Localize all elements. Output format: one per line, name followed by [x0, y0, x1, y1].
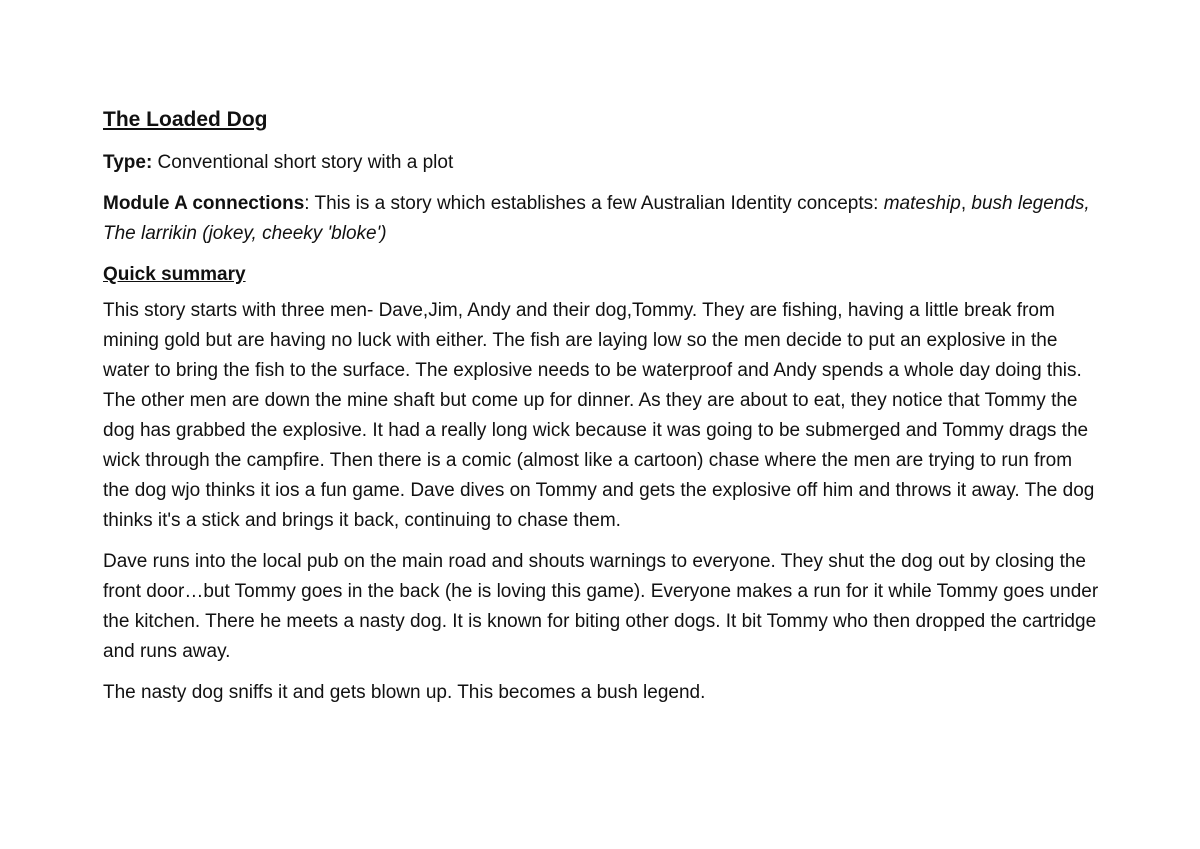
type-line [103, 148, 1103, 178]
module-text: This is a story which establishes a few Australian Identity concepts: [309, 193, 884, 214]
type-separator: : [145, 152, 153, 173]
module-concept-larrikin: The larrikin (jokey, cheeky 'bloke') [103, 223, 387, 244]
summary-paragraph-1: This story starts with three men- Dave,Jim, Andy and their dog,Tommy. They are fishing, having a little break from mining gold but are having no luck with either. The fish are laying low so the men decide to put an explosive in the water to bring the fish to the surface. The explosive needs to be waterproof and Andy spends a whole day doing this. The other men are down the mine shaft but come up for dinner. As they are about to eat, they notice that Tommy the dog has grabbed the explosive. It had a really long wick because it was going to be submerged and Tommy drags the wick through the campfire. Then there is a comic (almost like a cartoon) chase where the men are trying to run from the dog wjo thinks it ios a fun game. Dave dives on Tommy and gets the explosive off him and throws it away. The dog thinks it's a stick and brings it back, continuing to chase them. [103, 300, 1095, 531]
type-value: Conventional short story with a plot [152, 152, 454, 173]
module-comma-1: , [960, 193, 972, 214]
module-label: Module A connections [103, 193, 305, 214]
summary-paragraph-2: Dave runs into the local pub on the main road and shouts warnings to everyone. They shut the dog out by closing the front door…but Tommy goes in the back (he is loving this game). Everyone makes a run for it while Tommy goes under the kitchen. There he meets a nasty dog. It is known for biting other dogs. It bit Tommy who then dropped the cartridge and runs away. [103, 551, 1099, 662]
module-separator: : [304, 193, 310, 214]
document-title: The Loaded Dog [103, 108, 268, 131]
module-concept-bush-legends: bush legends [971, 193, 1085, 214]
document-page [103, 104, 1103, 719]
quick-summary-heading: Quick summary [103, 264, 246, 285]
module-connections-line [103, 189, 1103, 249]
module-concept-mateship: mateship [883, 193, 961, 214]
summary-paragraph-3: The nasty dog sniffs it and gets blown up. This becomes a bush legend. [103, 682, 706, 703]
type-label: Type [103, 152, 146, 173]
module-comma-2: , [1084, 193, 1090, 214]
